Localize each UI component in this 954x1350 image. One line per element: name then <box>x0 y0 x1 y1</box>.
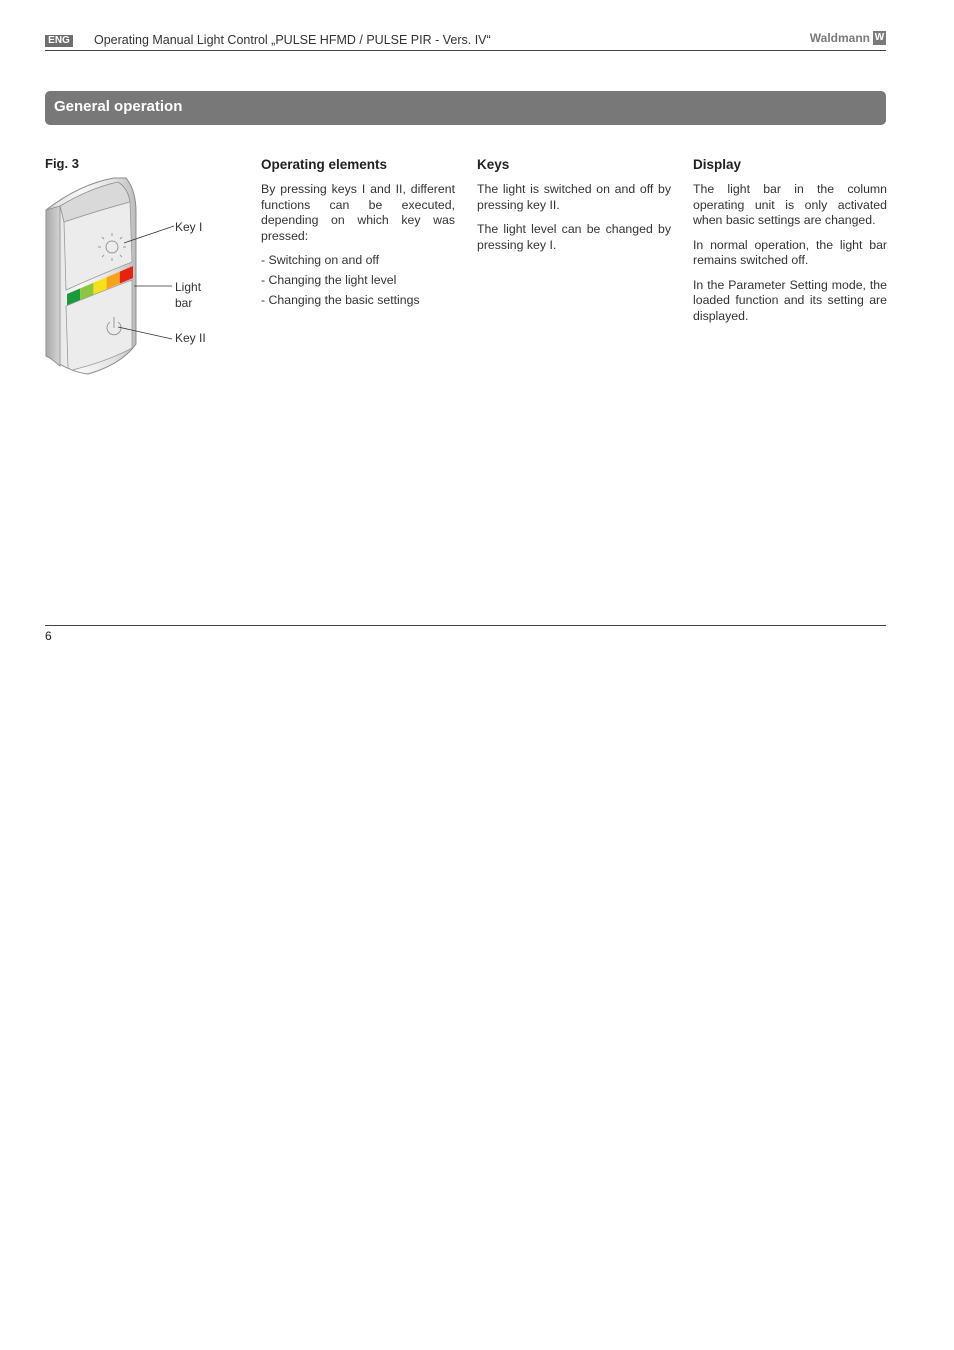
column-paragraph: The light bar in the column operating unit is only activated when basic settings are changed. <box>693 182 887 227</box>
callout-key2: Key II <box>175 331 206 345</box>
column-paragraph: In normal operation, the light bar remains switched off. <box>693 237 887 267</box>
brand-logo-icon: W <box>874 32 885 43</box>
column-operating-elements <box>261 156 455 313</box>
page-header <box>45 32 886 51</box>
callout-bar: bar <box>175 296 193 310</box>
callout-light: Light <box>175 280 202 294</box>
page-number: 6 <box>45 629 52 643</box>
device-illustration <box>40 172 240 382</box>
page-footer <box>45 625 886 643</box>
column-heading: Keys <box>477 157 510 172</box>
callout-key1: Key I <box>175 220 203 234</box>
column-heading: Operating elements <box>261 157 388 172</box>
column-paragraph: In the Parameter Setting mode, the loaded function and its setting are displayed. <box>693 277 887 323</box>
column-display <box>693 156 887 333</box>
list-item: - Changing the light level <box>261 273 397 287</box>
figure-label: Fig. 3 <box>45 156 79 171</box>
column-keys <box>477 156 671 262</box>
device-figure <box>40 172 240 382</box>
section-title: General operation <box>54 98 183 115</box>
section-header <box>45 91 886 125</box>
column-paragraph: The light is switched on and off by pressing key II. <box>477 182 671 212</box>
brand <box>810 31 886 45</box>
brand-name: Waldmann <box>809 31 870 45</box>
list-item: - Switching on and off <box>261 253 380 267</box>
list-item: - Changing the basic settings <box>261 293 420 307</box>
language-badge: ENG <box>45 35 73 47</box>
document-title: Operating Manual Light Control „PULSE HFMD / PULSE PIR - Vers. IV“ <box>94 33 491 47</box>
column-heading: Display <box>693 157 742 172</box>
column-paragraph: The light level can be changed by pressing key I. <box>477 222 671 252</box>
column-paragraph: By pressing keys I and II, different functions can be executed, depending on which key was pressed: <box>261 182 455 243</box>
